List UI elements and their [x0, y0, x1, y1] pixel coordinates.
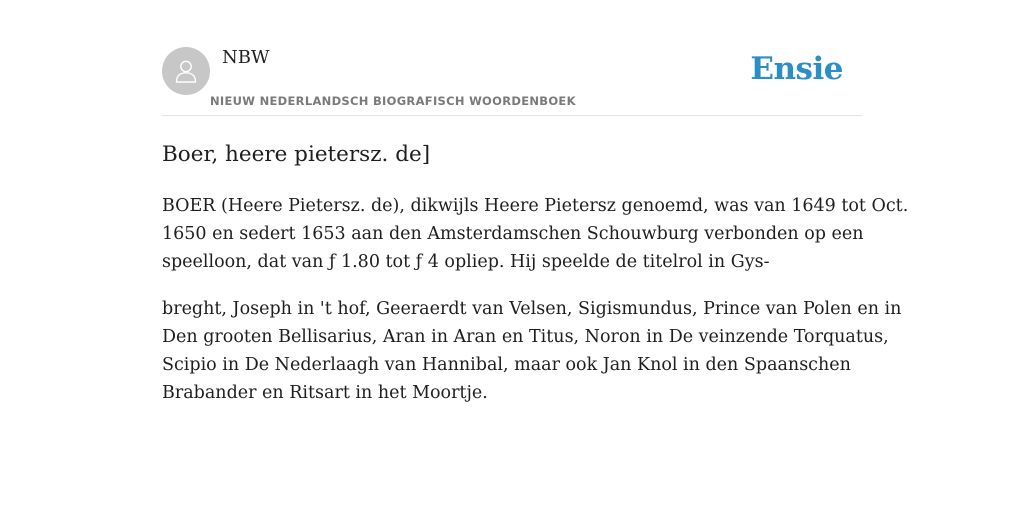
article-paragraph-1	[162, 192, 909, 276]
paragraph-line: Brabander en Ritsart in het Moortje.	[162, 383, 488, 403]
page-title: Boer, heere pietersz. de]	[162, 142, 431, 167]
article-paragraph-2	[162, 295, 902, 407]
paragraph-line: speelloon, dat van ƒ 1.80 tot ƒ 4 opliep. Hij speelde de titelrol in Gys-	[162, 252, 770, 272]
paragraph-line: 1650 en sedert 1653 aan den Amsterdamschen Schouwburg verbonden op een	[162, 224, 864, 244]
paragraph-line: Den grooten Bellisarius, Aran in Aran en Titus, Noron in De veinzende Torquatus,	[162, 327, 889, 347]
source-abbreviation[interactable]: NBW	[222, 47, 270, 68]
page-container	[162, 0, 909, 407]
source-header	[162, 0, 862, 116]
brand-logo[interactable]: Ensie	[750, 51, 843, 87]
source-full-name: NIEUW NEDERLANDSCH BIOGRAFISCH WOORDENBOEK	[210, 94, 576, 108]
avatar[interactable]	[162, 47, 210, 95]
user-icon	[171, 56, 201, 86]
paragraph-line: Scipio in De Nederlaagh van Hannibal, maar ook Jan Knol in den Spaanschen	[162, 355, 851, 375]
paragraph-line: BOER (Heere Pietersz. de), dikwijls Heere Pietersz genoemd, was van 1649 tot Oct.	[162, 196, 909, 216]
paragraph-line: breght, Joseph in 't hof, Geeraerdt van Velsen, Sigismundus, Prince van Polen en in	[162, 299, 902, 319]
